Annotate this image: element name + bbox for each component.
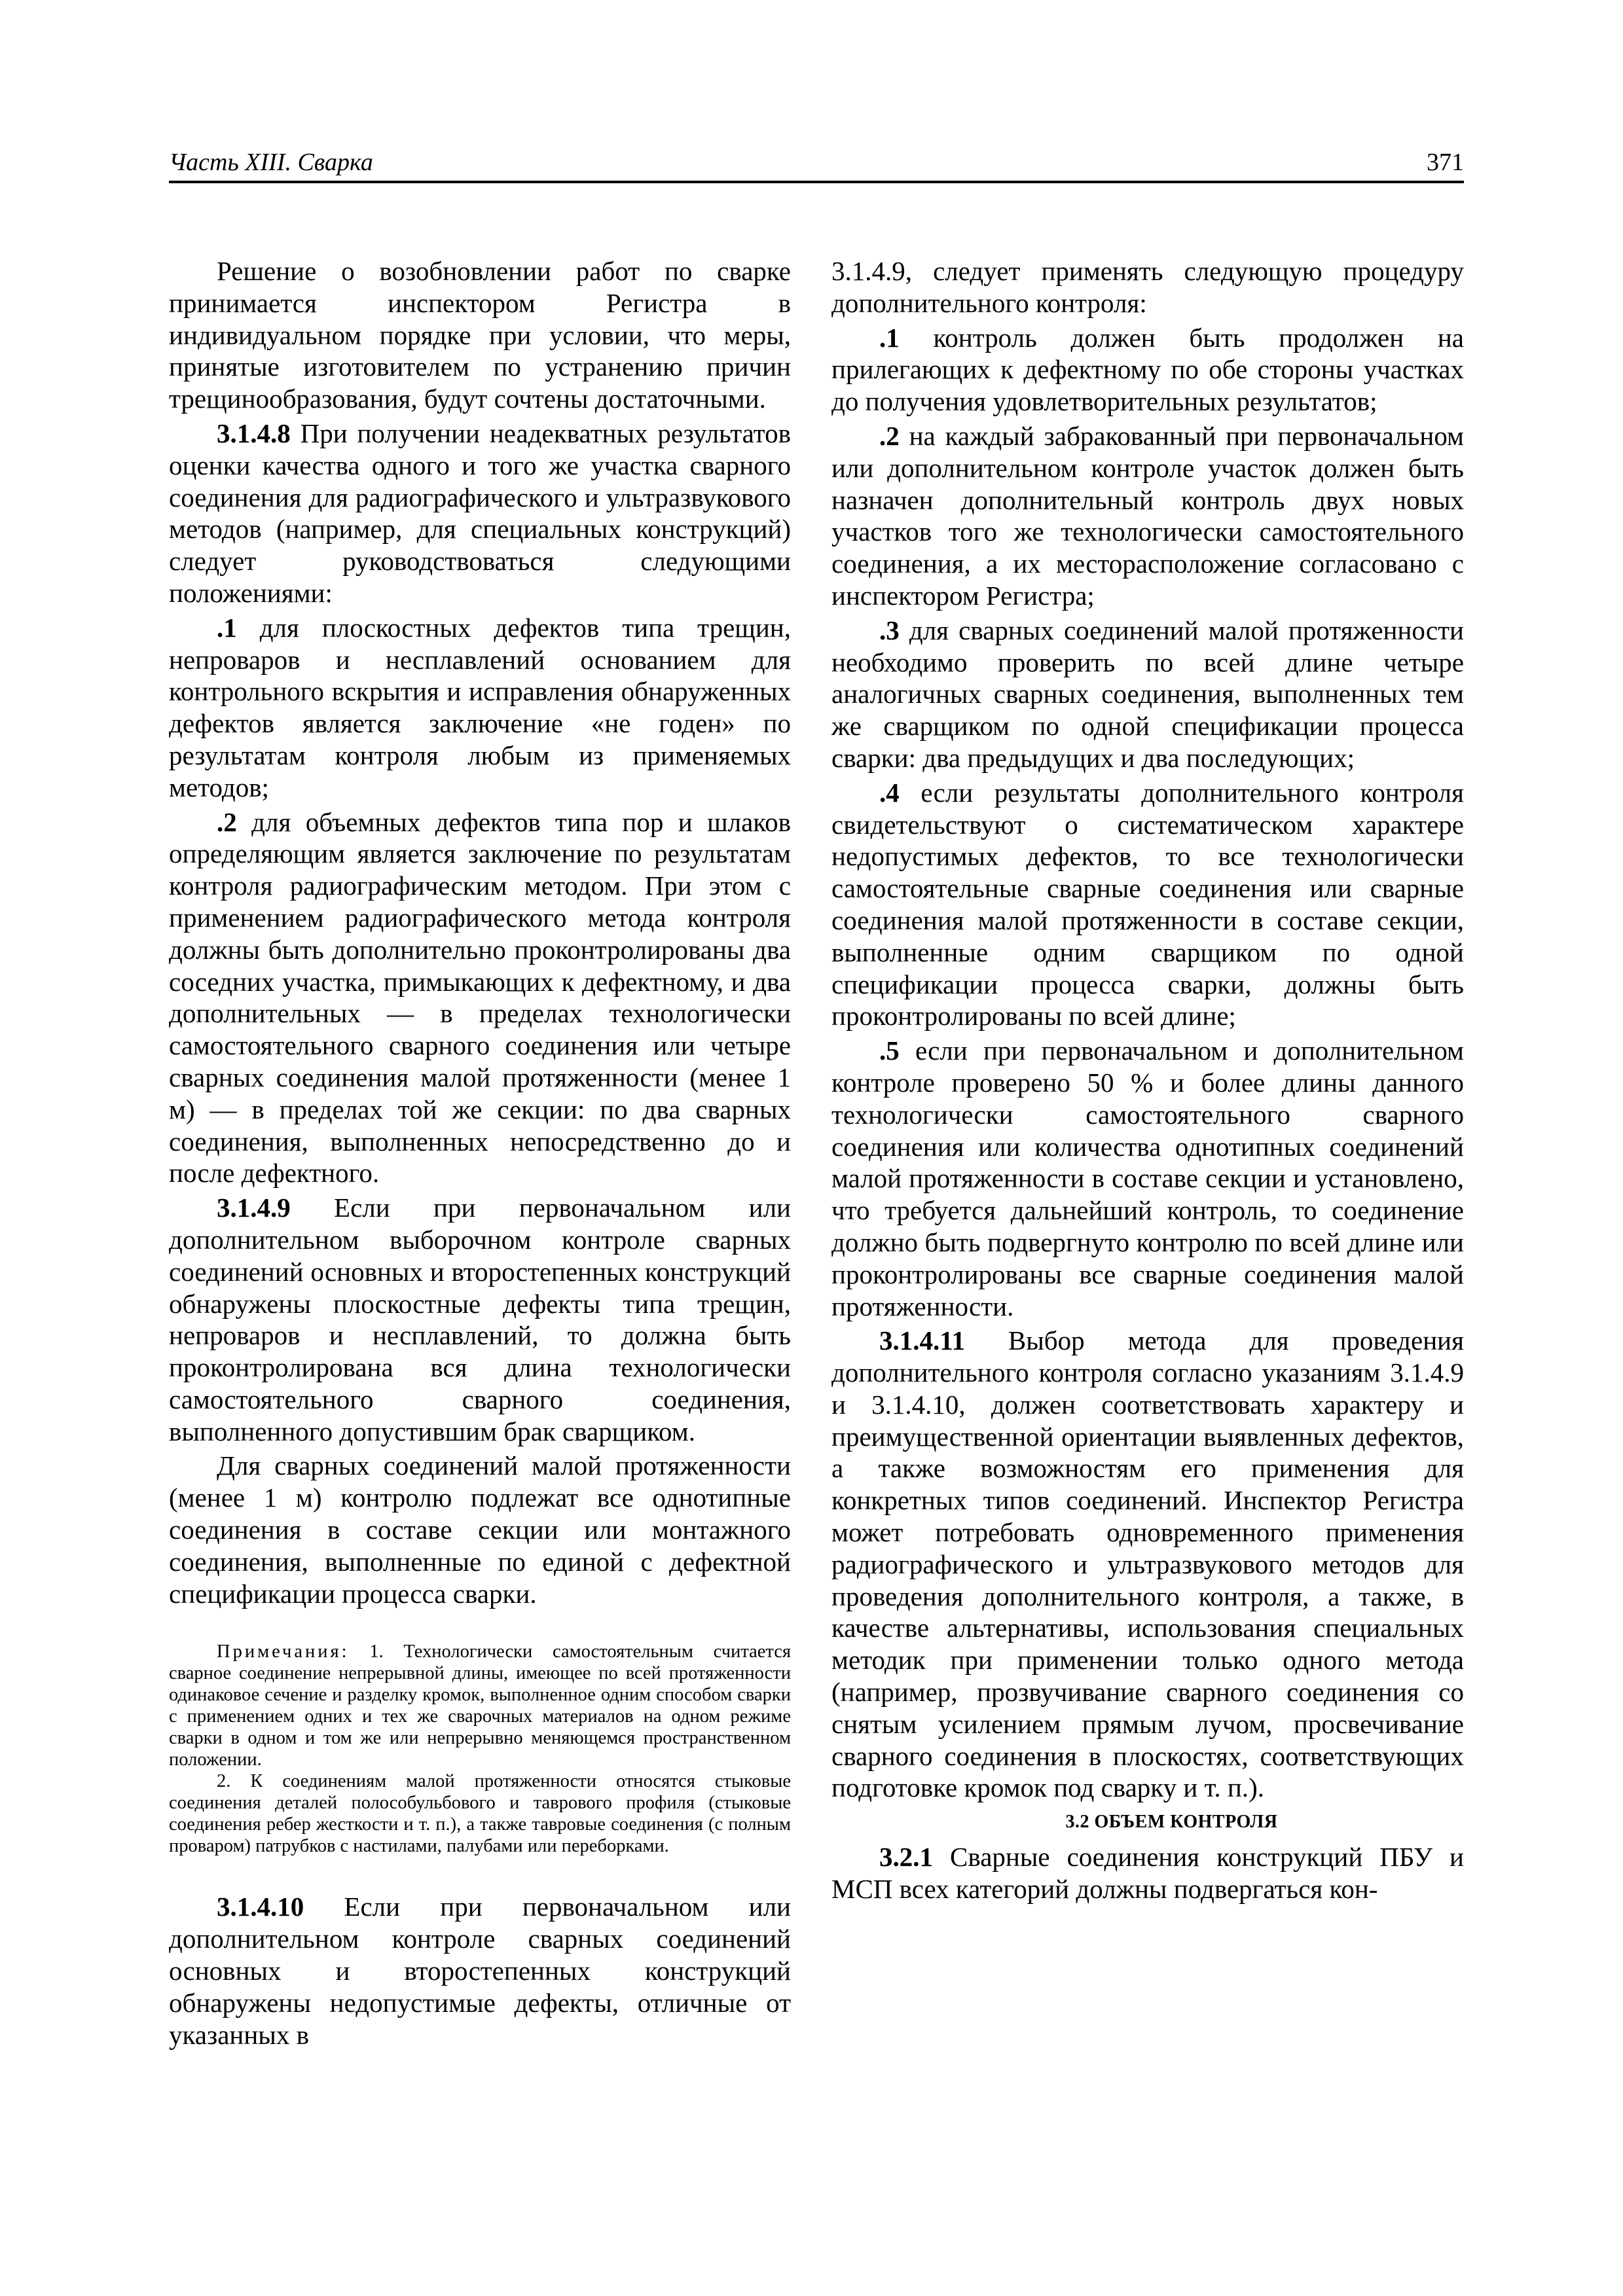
item-number: .5 <box>879 1035 900 1066</box>
paragraph: 3.1.4.9, следует применять следующую процедуру дополнительного контроля: <box>831 256 1464 318</box>
clause-number: 3.1.4.8 <box>217 418 291 448</box>
clause-number: 3.1.4.11 <box>879 1325 965 1356</box>
list-item-2: .2 на каждый забракованный при первоначальном или дополнительном контроле участок должен быть назначен дополнительный контроль двух новых участков того же технологически самостоятельного соединения, а их месторасположение согласовано с инспектором Регистра; <box>831 420 1464 611</box>
page-header <box>169 147 1464 183</box>
item-number: .1 <box>217 612 237 643</box>
clause-3-1-4-9: 3.1.4.9 Если при первоначальном или дополнительном выборочном контроле сварных соединений основных и второстепенных конструкций обнаружены плоскостные дефекты типа трещин, непроваров и несплавлений, то должна быть проконтролирована вся длина технологически самостоятельного сварного соединения, выполненного допустившим брак сварщиком. <box>169 1193 791 1446</box>
section-heading: 3.2 ОБЪЕМ КОНТРОЛЯ <box>1065 1812 1278 1833</box>
page-number: 371 <box>1427 149 1464 176</box>
item-number: .1 <box>879 322 900 353</box>
note-2: 2. К соединениям малой протяженности относятся стыковые соединения деталей полособульбового и таврового профиля (стыковые соединения ребер жесткости и т. п.), а также тавровые соединения (с полным проваром) патрубков с настилами, палубами или переборками. <box>169 1771 791 1857</box>
left-column <box>169 255 791 2053</box>
paragraph: Решение о возобновлении работ по сварке принимается инспектором Регистра в индивидуальном порядке при условии, что меры, принятые изготовителем по устранению причин трещинообразования, будут сочтены достаточными. <box>169 256 791 414</box>
clause-3-1-4-8: 3.1.4.8 При получении неадекватных результатов оценки качества одного и того же участка сварного соединения для радиографического и ультразвукового методов (например, для специальных конструкций) следует руководствоваться следующими положениями: <box>169 418 791 608</box>
clause-3-1-4-11: 3.1.4.11 Выбор метода для проведения дополнительного контроля согласно указаниям 3.1.4.9 и 3.1.4.10, должен соответствовать характеру и преимущественной ориентации выявленных дефектов, а также возможностям его применения для конкретных типов соединений. Инспектор Регистра может потребовать одновременного применения радиографического и ультразвукового методов для проведения дополнительного контроля, а также, в качестве альтернативы, использования специальных методик при применении только одного метода (например, прозвучивание сварного соединения со снятым усилением прямым лучом, просвечивание сварного соединения в плоскостях, соответствующих подготовке кромок под сварку и т. п.). <box>831 1325 1464 1803</box>
clause-3-1-4-10: 3.1.4.10 Если при первоначальном или дополнительном контроле сварных соединений основных и второстепенных конструкций обнаружены недопустимые дефекты, отличные от указанных в <box>169 1892 791 2050</box>
list-item-1: .1 для плоскостных дефектов типа трещин, непроваров и несплавлений основанием для контрольного вскрытия и исправления обнаруженных дефектов является заключение «не годен» по результатам контроля любым из применяемых методов; <box>169 612 791 802</box>
clause-number: 3.1.4.10 <box>217 1892 304 1922</box>
right-column <box>831 255 1464 1908</box>
note-1: Примечания: 1. Технологически самостоятельным считается сварное соединение непрерывной длины, имеющее по всей протяженности одинаковое сечение и разделку кромок, выполненное одним способом сварки с применением одних и тех же сварочных материалов на одном режиме сварки в одном и том же или непрерывно меняющемся пространственном положении. <box>169 1641 791 1770</box>
clause-3-2-1: 3.2.1 Сварные соединения конструкций ПБУ и МСП всех категорий должны подвергаться кон- <box>831 1842 1464 1904</box>
clause-number: 3.2.1 <box>879 1842 933 1873</box>
list-item-3: .3 для сварных соединений малой протяженности необходимо проверить по всей длине четыре аналогичных сварных соединения, выполненных тем же сварщиком по одной спецификации процесса сварки: два предыдущих и два последующих; <box>831 615 1464 773</box>
list-item-5: .5 если при первоначальном и дополнительном контроле проверено 50 % и более длины данного технологически самостоятельного сварного соединения или количества однотипных соединений малой протяженности в составе секции и установлено, что требуется дальнейший контроль, то соединение должно быть подвергнуто контролю по всей длине или проконтролированы все сварные соединения малой протяженности. <box>831 1035 1464 1321</box>
item-number: .4 <box>879 777 900 808</box>
item-number: .2 <box>217 806 237 837</box>
item-number: .3 <box>879 615 900 645</box>
clause-number: 3.1.4.9 <box>217 1193 291 1223</box>
paragraph: Для сварных соединений малой протяженности (менее 1 м) контролю подлежат все однотипные соединения в составе секции или монтажного соединения, выполненные по единой с дефектной спецификации процесса сварки. <box>169 1450 791 1609</box>
list-item-2: .2 для объемных дефектов типа пор и шлаков определяющим является заключение по результатам контроля радиографическим методом. При этом с применением радиографического метода контроля должны быть дополнительно проконтролированы два соседних участка, примыкающих к дефектному, и два дополнительных — в пределах технологически самостоятельного сварного соединения или четыре сварных соединения малой протяженности (менее 1 м) — в пределах той же секции: по два сварных соединения, выполненных непосредственно до и после дефектного. <box>169 806 791 1189</box>
list-item-4: .4 если результаты дополнительного контроля свидетельствуют о систематическом характере недопустимых дефектов, то все технологически самостоятельные сварные соединения или сварные соединения малой протяженности в составе секции, выполненные одним сварщиком по одной спецификации процесса сварки, должны быть проконтролированы по всей длине; <box>831 777 1464 1031</box>
notes-block <box>169 1641 791 1857</box>
notes-label: Примечания: <box>217 1641 350 1662</box>
running-title: Часть XIII. Сварка <box>169 149 373 176</box>
item-number: .2 <box>879 420 900 451</box>
list-item-1: .1 контроль должен быть продолжен на прилегающих к дефектному по обе стороны участках до получения удовлетворительных результатов; <box>831 322 1464 417</box>
